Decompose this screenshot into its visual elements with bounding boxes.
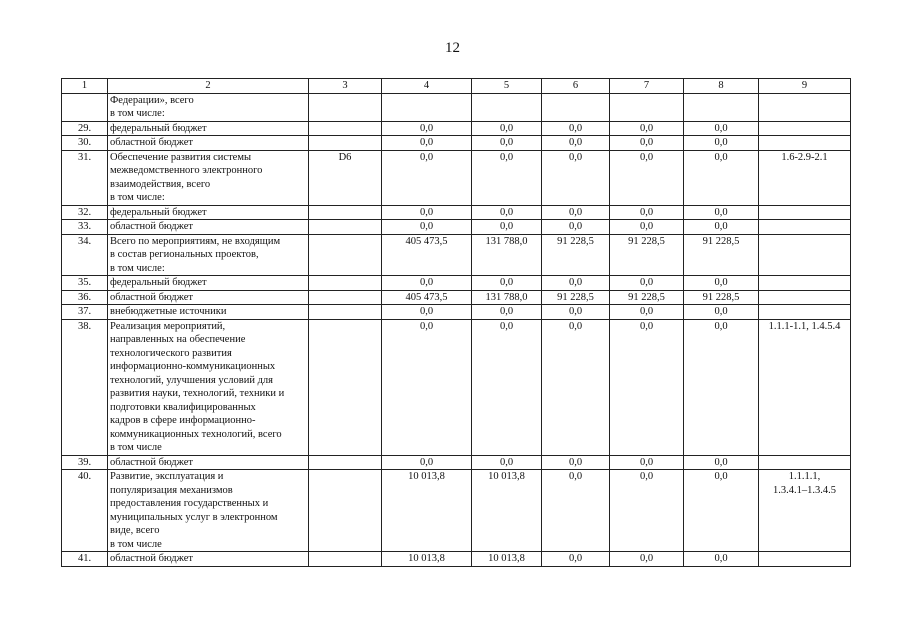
item-name-cell (108, 470, 309, 552)
code-cell (309, 121, 382, 136)
reference-cell (759, 470, 851, 552)
table-row (62, 121, 851, 136)
reference-cell (759, 319, 851, 455)
item-name-cell-line: взаимодействия, всего (110, 178, 211, 190)
value-cell-col7: 0,0 (610, 305, 684, 320)
code-cell (309, 220, 382, 235)
value-cell-col6: 0,0 (542, 552, 610, 567)
value-cell-col8: 0,0 (684, 150, 759, 205)
value-cell-col8: 0,0 (684, 121, 759, 136)
value-cell-col4 (382, 93, 472, 121)
value-cell-col5: 0,0 (472, 455, 542, 470)
column-header: 8 (684, 79, 759, 94)
item-name-cell-line: федеральный бюджет (110, 277, 207, 288)
item-name-cell-line: федеральный бюджет (110, 122, 207, 134)
item-name-cell-line: виде, всего (110, 525, 160, 536)
row-number-cell (62, 93, 108, 121)
value-cell-col4: 0,0 (382, 136, 472, 151)
code-cell (309, 470, 382, 552)
value-cell-col7: 0,0 (610, 220, 684, 235)
item-name-cell-line: Всего по мероприятиям, не входящим (110, 235, 281, 247)
value-cell-col7: 0,0 (610, 276, 684, 291)
code-cell (309, 136, 382, 151)
item-name-cell-line: федеральный бюджет (110, 206, 207, 218)
value-cell-col8: 0,0 (684, 552, 759, 567)
table-row (62, 552, 851, 567)
value-cell-col6: 0,0 (542, 220, 610, 235)
item-name-cell (108, 305, 309, 320)
code-cell (309, 290, 382, 305)
column-header: 6 (542, 79, 610, 94)
value-cell-col6: 0,0 (542, 276, 610, 291)
value-cell-col7: 0,0 (610, 121, 684, 136)
item-name-cell-line: областной бюджет (110, 456, 193, 468)
table-row (62, 234, 851, 276)
value-cell-col4: 0,0 (382, 276, 472, 291)
item-name-cell (108, 234, 309, 276)
value-cell-col5: 0,0 (472, 319, 542, 455)
reference-cell (759, 276, 851, 291)
budget-table (61, 78, 851, 567)
item-name-cell (108, 121, 309, 136)
item-name-cell (108, 220, 309, 235)
code-cell (309, 552, 382, 567)
value-cell-col7: 0,0 (610, 319, 684, 455)
item-name-cell-line: областной бюджет (110, 291, 193, 303)
column-header: 7 (610, 79, 684, 94)
value-cell-col6: 91 228,5 (542, 290, 610, 305)
table-row (62, 305, 851, 320)
table-header-row (62, 79, 851, 94)
value-cell-col7: 0,0 (610, 470, 684, 552)
value-cell-col4: 0,0 (382, 305, 472, 320)
table-row (62, 319, 851, 455)
code-cell (309, 319, 382, 455)
value-cell-col6: 0,0 (542, 319, 610, 455)
column-header: 3 (309, 79, 382, 94)
reference-cell-line: 1.1.1.1, (788, 471, 821, 482)
item-name-cell-line: кадров в сфере информационно- (110, 415, 256, 426)
value-cell-col7: 0,0 (610, 205, 684, 220)
item-name-cell (108, 150, 309, 205)
item-name-cell (108, 455, 309, 470)
value-cell-col4: 0,0 (382, 121, 472, 136)
row-number-cell: 37. (62, 305, 108, 320)
item-name-cell-line: областной бюджет (110, 137, 193, 148)
value-cell-col4: 0,0 (382, 150, 472, 205)
value-cell-col4: 0,0 (382, 319, 472, 455)
value-cell-col8: 0,0 (684, 205, 759, 220)
code-cell (309, 276, 382, 291)
item-name-cell-line: коммуникационных технологий, всего (110, 428, 282, 440)
value-cell-col4: 0,0 (382, 220, 472, 235)
reference-cell (759, 552, 851, 567)
row-number-cell: 34. (62, 234, 108, 276)
value-cell-col5: 10 013,8 (472, 552, 542, 567)
item-name-cell-line: в том числе (110, 442, 162, 453)
row-number-cell: 40. (62, 470, 108, 552)
row-number-cell: 35. (62, 276, 108, 291)
value-cell-col6: 0,0 (542, 455, 610, 470)
table-row (62, 220, 851, 235)
row-number-cell: 29. (62, 121, 108, 136)
row-number-cell: 32. (62, 205, 108, 220)
table-row (62, 276, 851, 291)
value-cell-col7: 0,0 (610, 136, 684, 151)
table-row (62, 93, 851, 121)
column-header: 9 (759, 79, 851, 94)
value-cell-col7: 0,0 (610, 552, 684, 567)
code-cell: D6 (309, 150, 382, 205)
item-name-cell-line: межведомственного электронного (110, 165, 263, 176)
value-cell-col6: 0,0 (542, 121, 610, 136)
value-cell-col7: 0,0 (610, 455, 684, 470)
item-name-cell (108, 290, 309, 305)
item-name-cell (108, 93, 309, 121)
reference-cell (759, 150, 851, 205)
item-name-cell (108, 276, 309, 291)
item-name-cell (108, 136, 309, 151)
item-name-cell-line: в том числе (110, 538, 162, 550)
reference-cell-line: 1.1.1-1.1, 1.4.5.4 (768, 320, 841, 332)
value-cell-col8: 0,0 (684, 136, 759, 151)
item-name-cell-line: областной бюджет (110, 221, 193, 232)
value-cell-col6 (542, 93, 610, 121)
reference-cell (759, 234, 851, 276)
reference-cell (759, 205, 851, 220)
item-name-cell-line: подготовки квалифицированных (110, 401, 256, 413)
item-name-cell-line: Федерации», всего (110, 94, 194, 106)
row-number-cell: 38. (62, 319, 108, 455)
value-cell-col7: 0,0 (610, 150, 684, 205)
value-cell-col4: 0,0 (382, 205, 472, 220)
value-cell-col5: 0,0 (472, 150, 542, 205)
value-cell-col4: 0,0 (382, 455, 472, 470)
value-cell-col6: 91 228,5 (542, 234, 610, 276)
code-cell (309, 455, 382, 470)
value-cell-col5: 0,0 (472, 205, 542, 220)
value-cell-col7 (610, 93, 684, 121)
item-name-cell-line: в том числе: (110, 262, 165, 274)
item-name-cell-line: в том числе: (110, 192, 165, 203)
table-row (62, 455, 851, 470)
item-name-cell-line: в том числе: (110, 108, 165, 119)
value-cell-col5: 0,0 (472, 121, 542, 136)
value-cell-col8: 91 228,5 (684, 290, 759, 305)
row-number-cell: 41. (62, 552, 108, 567)
value-cell-col7: 91 228,5 (610, 234, 684, 276)
item-name-cell-line: развития науки, технологий, техники и (110, 388, 285, 399)
value-cell-col8: 0,0 (684, 319, 759, 455)
value-cell-col5: 0,0 (472, 136, 542, 151)
value-cell-col4: 405 473,5 (382, 234, 472, 276)
value-cell-col4: 10 013,8 (382, 470, 472, 552)
column-header: 4 (382, 79, 472, 94)
row-number-cell: 30. (62, 136, 108, 151)
item-name-cell-line: Обеспечение развития системы (110, 151, 252, 163)
item-name-cell-line: в состав региональных проектов, (110, 249, 259, 260)
value-cell-col4: 10 013,8 (382, 552, 472, 567)
column-header: 2 (108, 79, 309, 94)
reference-cell-line: 1.3.4.1–1.3.4.5 (773, 484, 836, 496)
item-name-cell-line: технологий, улучшения условий для (110, 374, 274, 386)
value-cell-col7: 91 228,5 (610, 290, 684, 305)
value-cell-col5: 0,0 (472, 220, 542, 235)
row-number-cell: 36. (62, 290, 108, 305)
value-cell-col8 (684, 93, 759, 121)
row-number-cell: 31. (62, 150, 108, 205)
value-cell-col5: 131 788,0 (472, 290, 542, 305)
code-cell (309, 234, 382, 276)
item-name-cell-line: предоставления государственных и (110, 498, 269, 509)
value-cell-col6: 0,0 (542, 150, 610, 205)
item-name-cell (108, 205, 309, 220)
item-name-cell-line: областной бюджет (110, 553, 193, 564)
value-cell-col6: 0,0 (542, 136, 610, 151)
value-cell-col8: 0,0 (684, 220, 759, 235)
value-cell-col8: 0,0 (684, 305, 759, 320)
item-name-cell-line: технологического развития (110, 347, 232, 359)
value-cell-col8: 0,0 (684, 470, 759, 552)
code-cell (309, 93, 382, 121)
table-row (62, 290, 851, 305)
item-name-cell-line: информационно-коммуникационных (110, 361, 276, 372)
value-cell-col6: 0,0 (542, 205, 610, 220)
reference-cell (759, 305, 851, 320)
item-name-cell-line: Развитие, эксплуатация и (110, 471, 224, 482)
item-name-cell-line: внебюджетные источники (110, 306, 227, 317)
item-name-cell (108, 552, 309, 567)
reference-cell (759, 136, 851, 151)
reference-cell (759, 93, 851, 121)
code-cell (309, 305, 382, 320)
column-header: 5 (472, 79, 542, 94)
item-name-cell-line: направленных на обеспечение (110, 334, 246, 345)
value-cell-col5 (472, 93, 542, 121)
value-cell-col5: 0,0 (472, 276, 542, 291)
column-header: 1 (62, 79, 108, 94)
table-row (62, 136, 851, 151)
value-cell-col8: 91 228,5 (684, 234, 759, 276)
page-number: 12 (445, 40, 460, 56)
value-cell-col4: 405 473,5 (382, 290, 472, 305)
code-cell (309, 205, 382, 220)
table-row (62, 150, 851, 205)
row-number-cell: 39. (62, 455, 108, 470)
item-name-cell-line: популяризация механизмов (110, 484, 233, 496)
value-cell-col8: 0,0 (684, 455, 759, 470)
value-cell-col5: 0,0 (472, 305, 542, 320)
table-row (62, 205, 851, 220)
reference-cell-line: 1.6-2.9-2.1 (781, 151, 828, 163)
value-cell-col5: 131 788,0 (472, 234, 542, 276)
value-cell-col8: 0,0 (684, 276, 759, 291)
value-cell-col5: 10 013,8 (472, 470, 542, 552)
item-name-cell-line: муниципальных услуг в электронном (110, 511, 278, 523)
reference-cell (759, 220, 851, 235)
item-name-cell (108, 319, 309, 455)
reference-cell (759, 290, 851, 305)
table-row (62, 470, 851, 552)
value-cell-col6: 0,0 (542, 470, 610, 552)
item-name-cell-line: Реализация мероприятий, (110, 320, 226, 332)
value-cell-col6: 0,0 (542, 305, 610, 320)
reference-cell (759, 121, 851, 136)
reference-cell (759, 455, 851, 470)
row-number-cell: 33. (62, 220, 108, 235)
